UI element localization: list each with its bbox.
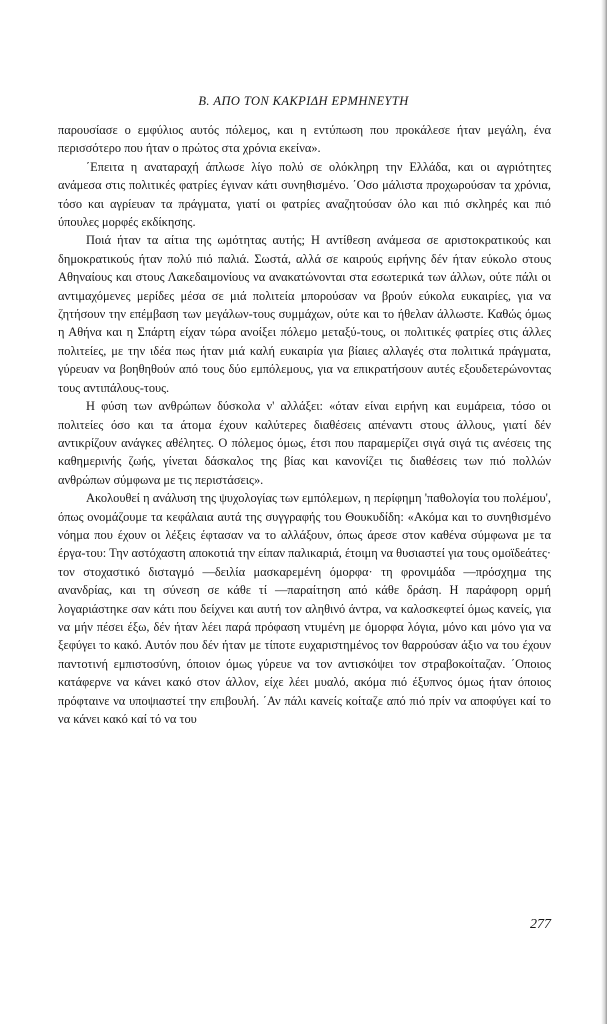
body-text — [58, 121, 551, 728]
page-number: 277 — [530, 917, 551, 932]
paragraph: Η φύση των ανθρώπων δύσκολα ν' αλλάξει: «όταν είναι ειρήνη και ευμάρεια, τόσο οι πολιτείες όσο και τα άτομα έχουν καλύτερες διαθέσεις απέναντι στους άλλους, γιατί δέν αντικρίζουν ανάγκες αθέλητες. Ο πόλεμος όμως, έτσι που παραμερίζει σιγά σιγά τις ανέσεις της καθημερινής ζωής, γίνεται δάσκαλος της βίας και κανονίζει τις διαθέσεις των πιό πολλών ανθρώπων σύμφωνα με τις περιστάσεις». — [58, 399, 551, 487]
paragraph: παρουσίασε ο εμφύλιος αυτός πόλεμος, και η εντύπωση που προκάλεσε ήταν μεγάλη, ένα περισσότερο που ήταν ο πρώτος στα χρόνια εκείνα». — [58, 123, 551, 156]
paragraph: Ποιά ήταν τα αίτια της ωμότητας αυτής; Η αντίθεση ανάμεσα σε αριστοκρατικούς και δημοκρατικούς ήταν πολύ πιό παλιά. Σωστά, αλλά σε καιρούς ειρήνης δέν ήταν εύκολο στους Αθηναίους και στους Λακεδαιμονίους να ανακατώνονται στα εσωτερικά των άλλων, ούτε πάλι οι αντιμαχόμενες μερίδες μέσα σε μιά πολιτεία μπορούσαν να βρούν εύκολα ευκαιρίες, για να ζητήσουν την επέμβαση των μεγάλων-τους συμμάχων, ούτε και το ήθελαν άλλωστε. Καθώς όμως η Αθήνα και η Σπάρτη είχαν τώρα ανοίξει πόλεμο μεταξύ-τους, οι πολιτικές φατρίες στις άλλες πολιτείες, με την ιδέα πως ήταν μιά καλή ευκαιρία για βίαιες αλλαγές στα πολιτικά πράγματα, γύρευαν να βοηθηθούν από τους δύο εμπόλεμους, για να επικρατήσουν αυτές εξουδετερώνοντας τους αντιπάλους-τους. — [58, 233, 551, 395]
paragraph: Ακολουθεί η ανάλυση της ψυχολογίας των εμπόλεμων, η περίφημη 'παθολογία του πολέμου', όπως ονομάζουμε τα κεφάλαια αυτά της συγγραφής του Θουκυδίδη: «Ακόμα και το συνηθισμένο νόημα που έχουν οι λέξεις έφτασαν να το αλλάξουν, όπως άρεσε στον καθένα σύμφωνα με τα έργα-του: Την αστόχαστη αποκοτιά την είπαν παλικαριά, έτοιμη να θυσιαστεί για τους ομοϊδεάτες· τον στοχαστικό δισταγμό —δειλία μασκαρεμένη όμορφα· τη φρονιμάδα —πρόσχημα της ανανδρίας, και τη σύνεση σε κάθε τί —παραίτηση από κάθε δράση. Η παράφορη ορμή λογαριάστηκε σαν κάτι που δείχνει και αυτή τον αληθινό άντρα, να καλοσκεφτεί όμως κανείς, για να μήν πέσει έξω, δέν ήταν λέει παρά πρόφαση ντυμένη με όμορφα λόγια, μόνο και μόνο για να ξεφύγει το κακό. Αυτόν που δέν ήταν με τίποτε ευχαριστημένος τον θαρρούσαν άξιο να του έχουν παντοτινή εμπιστοσύνη, όποιον όμως γύρευε να τον αντισκόψει τον στραβοκοίταζαν. ΄Οποιος κατάφερνε να κάνει κακό στον άλλον, είχε λέει μυαλό, ακόμα πιό έξυπνος όμως ήταν όποιος πρόφταινε να υποψιαστεί την επιβουλή. ΄Αν πάλι κανείς κοίταζε από πιό πρίν να αποφύγει καί το να κάνει κακό καί τό να του — [58, 491, 551, 726]
paragraph: ΄Επειτα η αναταραχή άπλωσε λίγο πολύ σε ολόκληρη την Ελλάδα, και οι αγριότητες ανάμεσα στις πολιτικές φατρίες έγιναν κάτι συνηθισμένο. ΄Οσο μάλιστα προχωρούσαν τα χρόνια, τόσο και αγρίευαν τα πράγματα, γιατί οι φατρίες αναζητούσαν όλο και πιό σκληρές και πιό ύπουλες μορφές εκδίκησης. — [58, 159, 551, 230]
running-head: B. ΑΠΟ ΤΟΝ ΚΑΚΡΙΔΗ ΕΡΜΗΝΕΥΤΗ — [198, 94, 409, 108]
page-edge-shadow — [601, 0, 607, 1024]
